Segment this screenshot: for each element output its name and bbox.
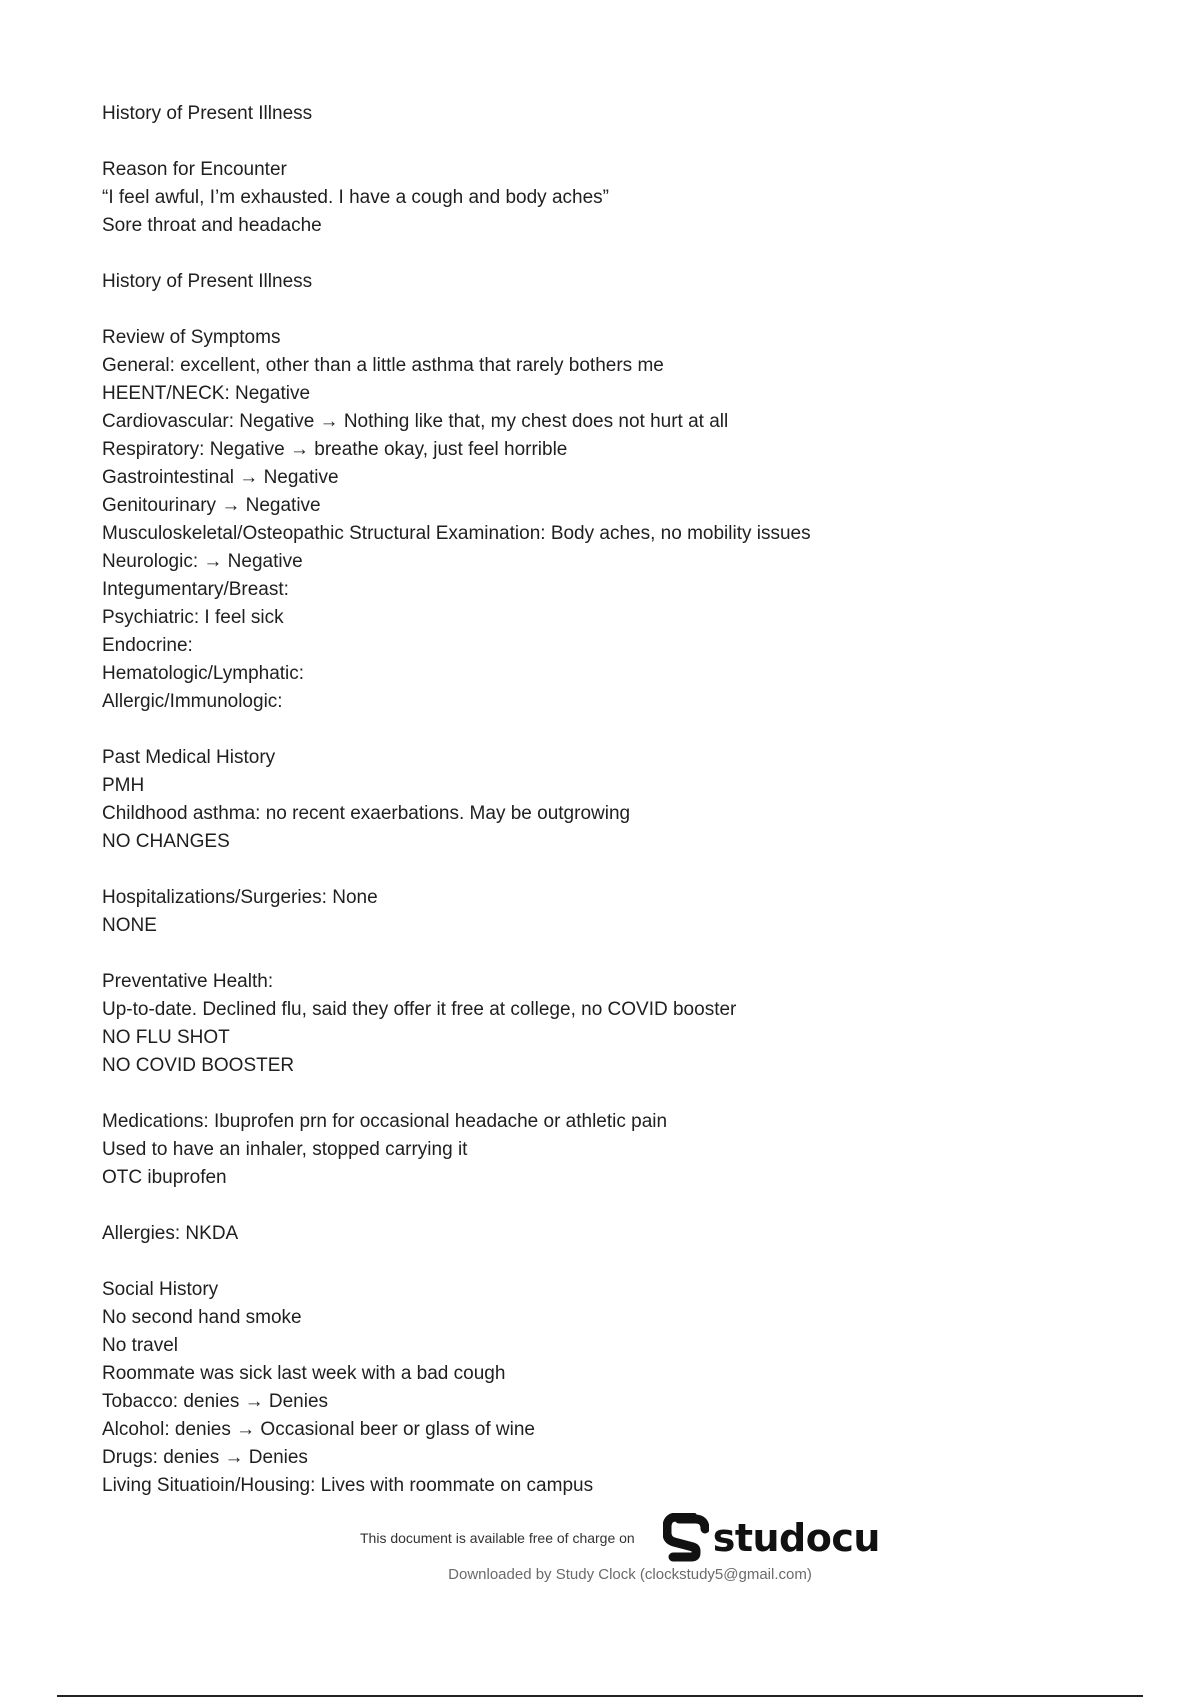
blank-line: [102, 716, 1102, 744]
document-line: History of Present Illness: [102, 271, 313, 292]
document-line: Roommate was sick last week with a bad cough: [102, 1363, 506, 1384]
document-line: Neurologic: → Negative: [102, 551, 303, 572]
blank-line: [102, 128, 1102, 156]
document-line: NONE: [102, 915, 157, 936]
document-body: [102, 100, 1102, 1500]
document-line: Drugs: denies → Denies: [102, 1447, 308, 1468]
blank-line: [102, 856, 1102, 884]
studocu-logo-text: studocu: [712, 1516, 880, 1560]
document-line: No second hand smoke: [102, 1307, 302, 1328]
document-line: Genitourinary → Negative: [102, 495, 321, 516]
document-line: Hematologic/Lymphatic:: [102, 663, 305, 684]
document-line: NO CHANGES: [102, 831, 230, 852]
document-line: NO COVID BOOSTER: [102, 1055, 295, 1076]
blank-line: [102, 1192, 1102, 1220]
blank-line: [102, 1080, 1102, 1108]
footer-downloaded-text: Downloaded by Study Clock (clockstudy5@gmail.com): [448, 1566, 812, 1583]
document-line: Sore throat and headache: [102, 215, 322, 236]
document-line: OTC ibuprofen: [102, 1167, 227, 1188]
document-line: Up-to-date. Declined flu, said they offer it free at college, no COVID booster: [102, 999, 737, 1020]
document-line: Cardiovascular: Negative → Nothing like that, my chest does not hurt at all: [102, 411, 729, 432]
document-line: HEENT/NECK: Negative: [102, 383, 311, 404]
document-line: Reason for Encounter: [102, 159, 287, 180]
document-line: Integumentary/Breast:: [102, 579, 289, 600]
document-line: Musculoskeletal/Osteopathic Structural Examination: Body aches, no mobility issues: [102, 523, 811, 544]
document-line: Review of Symptoms: [102, 327, 281, 348]
blank-line: [102, 296, 1102, 324]
document-line: Tobacco: denies → Denies: [102, 1391, 329, 1412]
document-line: Past Medical History: [102, 747, 276, 768]
blank-line: [102, 240, 1102, 268]
document-line: Psychiatric: I feel sick: [102, 607, 284, 628]
page-bottom-rule: [57, 1695, 1143, 1697]
document-line: Social History: [102, 1279, 219, 1300]
document-line: General: excellent, other than a little asthma that rarely bothers me: [102, 355, 664, 376]
document-line: PMH: [102, 775, 145, 796]
document-line: Allergies: NKDA: [102, 1223, 239, 1244]
document-line: Living Situatioin/Housing: Lives with roommate on campus: [102, 1475, 594, 1496]
document-line: Preventative Health:: [102, 971, 274, 992]
document-line: Medications: Ibuprofen prn for occasional headache or athletic pain: [102, 1111, 668, 1132]
studocu-logo[interactable]: [663, 1513, 880, 1563]
document-line: Used to have an inhaler, stopped carrying it: [102, 1139, 468, 1160]
document-line: Alcohol: denies → Occasional beer or glass of wine: [102, 1419, 536, 1440]
document-line: Childhood asthma: no recent exaerbations. May be outgrowing: [102, 803, 631, 824]
document-line: Hospitalizations/Surgeries: None: [102, 887, 378, 908]
document-line: “I feel awful, I’m exhausted. I have a cough and body aches”: [102, 187, 609, 208]
blank-line: [102, 940, 1102, 968]
document-line: Endocrine:: [102, 635, 193, 656]
document-line: Allergic/Immunologic:: [102, 691, 283, 712]
document-line: No travel: [102, 1335, 179, 1356]
footer-available-text: This document is available free of charge on: [360, 1530, 635, 1546]
studocu-logo-icon: [663, 1513, 709, 1563]
document-line: Respiratory: Negative → breathe okay, just feel horrible: [102, 439, 568, 460]
blank-line: [102, 1248, 1102, 1276]
document-line: NO FLU SHOT: [102, 1027, 230, 1048]
footer: [0, 1512, 1200, 1592]
document-line: History of Present Illness: [102, 103, 313, 124]
document-line: Gastrointestinal → Negative: [102, 467, 339, 488]
footer-brand-row: [360, 1512, 880, 1564]
